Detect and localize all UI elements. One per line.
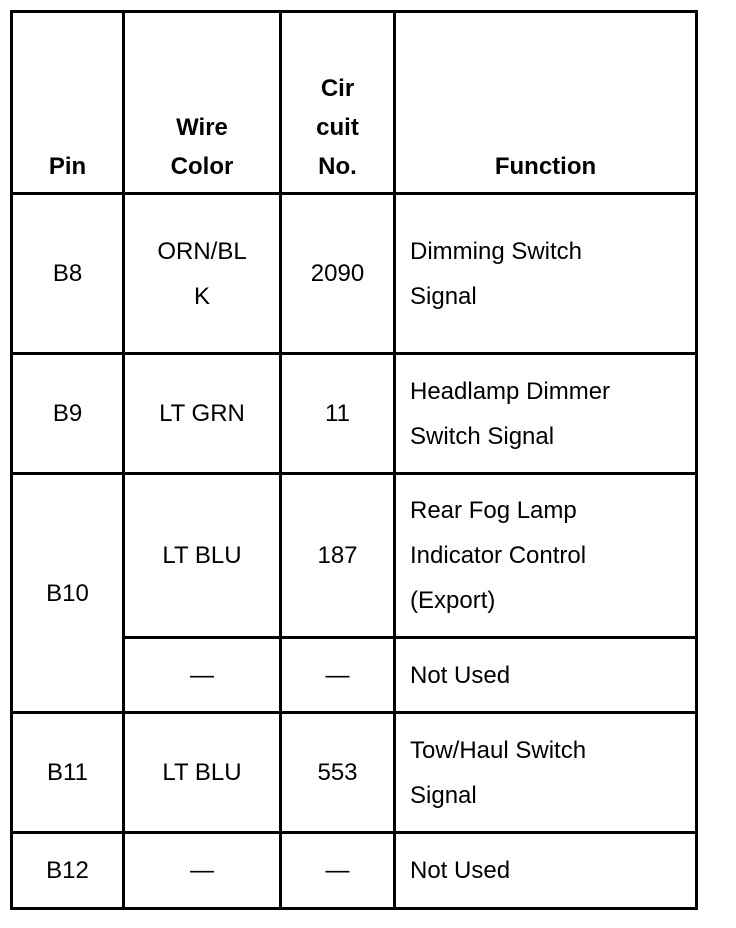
wire-color-header-line-1: Wire	[176, 114, 228, 141]
pin-cell: B8	[12, 194, 124, 354]
wire-color-cell: LT BLU	[124, 713, 281, 833]
wire-color-value: ORN/BLK	[157, 237, 247, 310]
function-cell: Not Used	[395, 833, 697, 909]
header-row	[12, 12, 697, 194]
circuit-cell: 553	[281, 713, 395, 833]
function-cell: Rear Fog Lamp Indicator Control (Export)	[395, 474, 697, 638]
pin-cell: B10	[12, 474, 124, 713]
wire-color-cell: LT BLU	[124, 474, 281, 638]
circuit-header-line-2: cuit	[316, 114, 359, 141]
function-cell: Dimming Switch Signal	[395, 194, 697, 354]
wire-color-cell: LT GRN	[124, 354, 281, 474]
pin-cell: B12	[12, 833, 124, 909]
circuit-cell: 11	[281, 354, 395, 474]
wire-color-cell: —	[124, 833, 281, 909]
function-cell: Headlamp Dimmer Switch Signal	[395, 354, 697, 474]
pin-header	[12, 12, 124, 194]
wire-color-cell: —	[124, 638, 281, 713]
circuit-cell: —	[281, 833, 395, 909]
pin-header-label: Pin	[48, 153, 87, 180]
circuit-header-line-1: Cir	[320, 75, 355, 102]
wire-color-cell	[124, 194, 281, 354]
pin-cell: B11	[12, 713, 124, 833]
circuit-no-header	[281, 12, 395, 194]
pin-cell: B9	[12, 354, 124, 474]
table-row	[12, 833, 697, 909]
table-row	[12, 354, 697, 474]
circuit-cell: 187	[281, 474, 395, 638]
table-row	[12, 474, 697, 638]
wire-color-header	[124, 12, 281, 194]
table-row	[12, 194, 697, 354]
function-header-label: Function	[494, 153, 597, 180]
circuit-cell: —	[281, 638, 395, 713]
table-row	[12, 713, 697, 833]
function-cell: Tow/Haul Switch Signal	[395, 713, 697, 833]
wire-color-header-line-2: Color	[170, 153, 234, 180]
circuit-cell: 2090	[281, 194, 395, 354]
function-header	[395, 12, 697, 194]
function-cell: Not Used	[395, 638, 697, 713]
circuit-header-line-3: No.	[318, 153, 357, 180]
pinout-table	[10, 10, 698, 910]
